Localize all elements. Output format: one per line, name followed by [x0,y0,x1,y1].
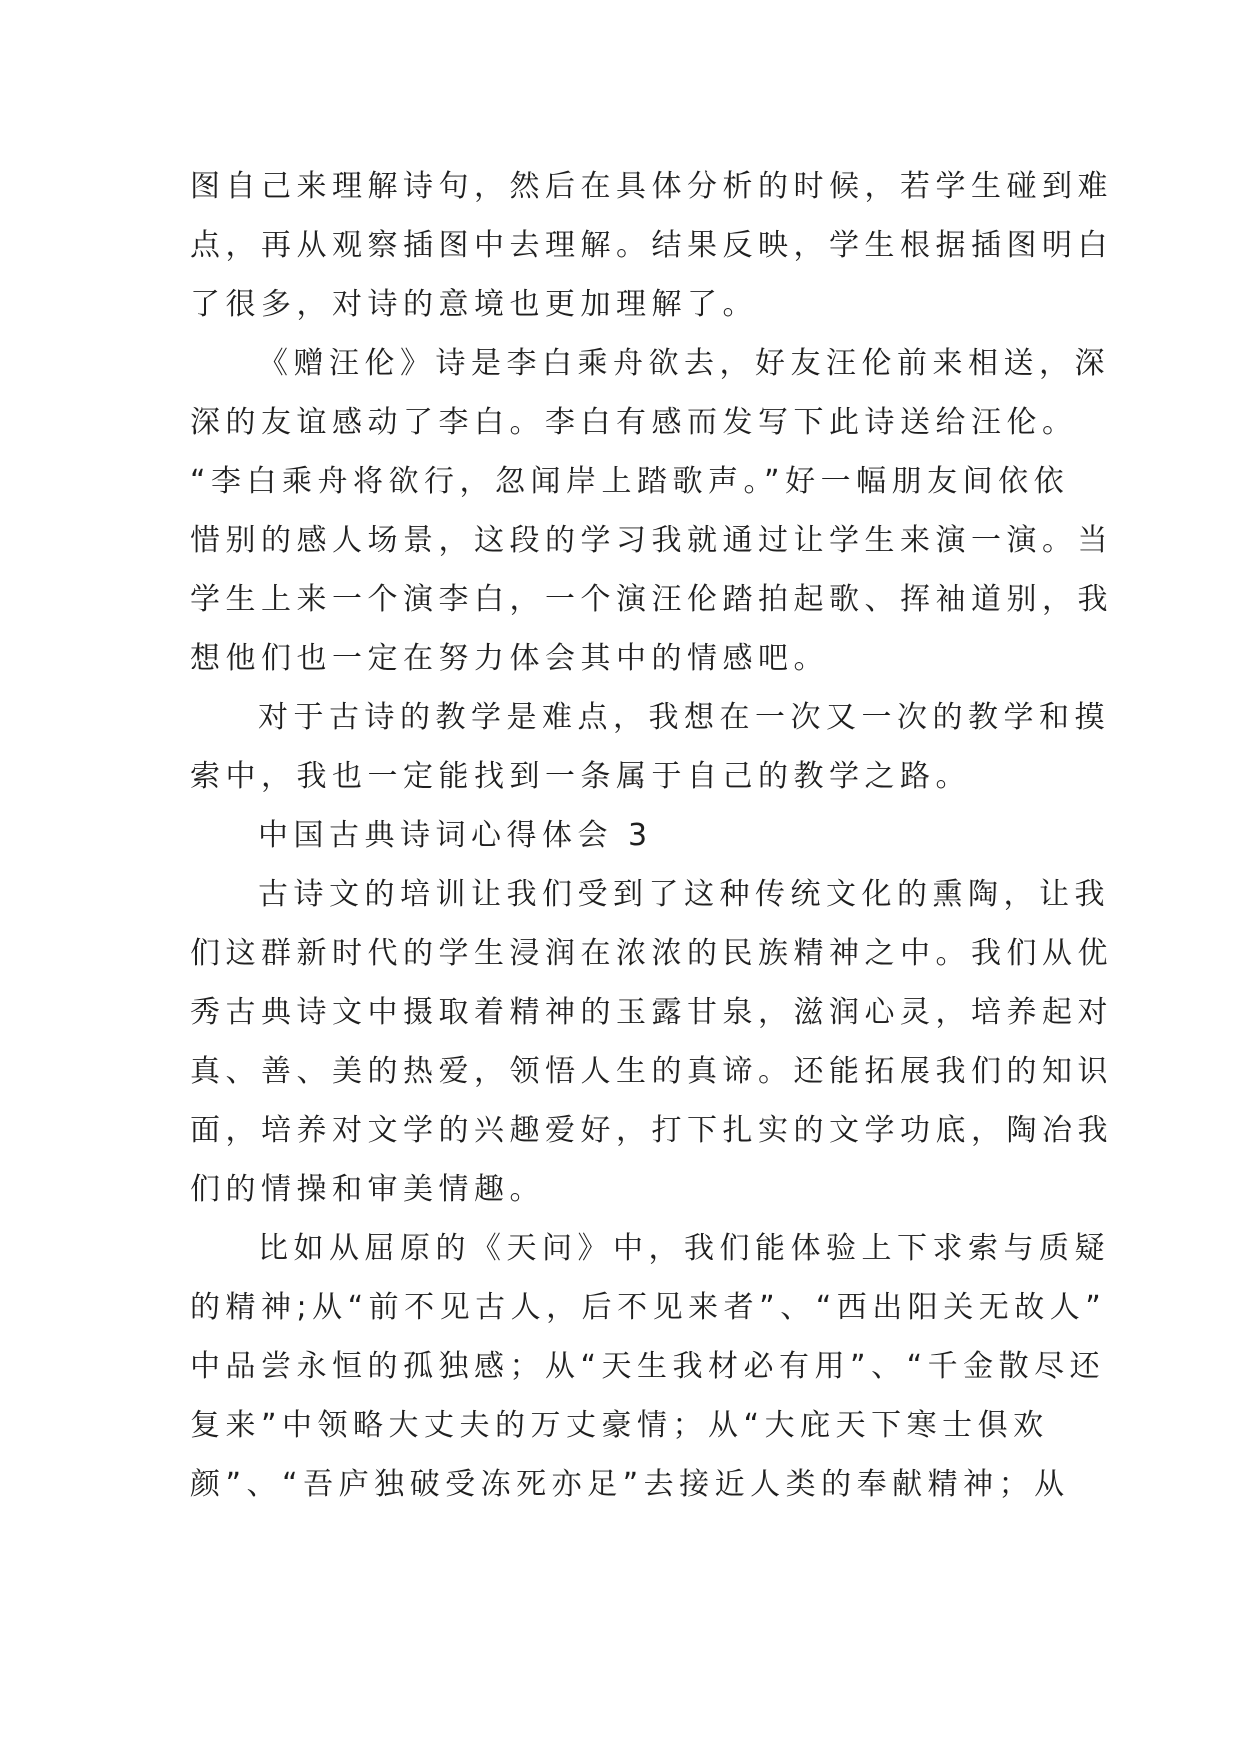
text-line: 真、善、美的热爱，领悟人生的真谛。还能拓展我们的知识 [190,1054,1113,1089]
text-line: 想他们也一定在努力体会其中的情感吧。 [190,641,829,676]
paragraph-classical-culture [190,865,1113,1219]
text-line: 索中，我也一定能找到一条属于自己的教学之路。 [190,759,971,794]
text-line: 面，培养对文学的兴趣爱好，打下扎实的文学功底，陶冶我 [190,1113,1113,1148]
text-line: 对于古诗的教学是难点，我想在一次又一次的教学和摸 [258,700,1110,735]
text-line: 中品尝永恒的孤独感；从“天生我材必有用”、“千金散尽还 [190,1349,1106,1384]
section-3 [190,806,1113,1514]
text-line: 古诗文的培训让我们受到了这种传统文化的熏陶，让我 [258,877,1110,912]
paragraph-illustration-teaching [190,157,1113,334]
text-line: 秀古典诗文中摄取着精神的玉露甘泉，滋润心灵，培养起对 [190,995,1113,1030]
section-continued-text [190,157,1113,806]
text-line: 深的友谊感动了李白。李白有感而发写下此诗送给汪伦。 [190,405,1078,440]
text-line: 们的情操和审美情趣。 [190,1172,545,1207]
text-line: 《赠汪伦》诗是李白乘舟欲去，好友汪伦前来相送，深 [258,346,1110,381]
text-line: 的精神;从“前不见古人，后不见来者”、“西出阳关无故人” [190,1290,1107,1325]
section-heading: 中国古典诗词心得体会 3 [258,818,653,853]
text-line: 们这群新时代的学生浸润在浓浓的民族精神之中。我们从优 [190,936,1113,971]
text-line: 复来”中领略大丈夫的万丈豪情；从“大庇天下寒士俱欢 [190,1408,1049,1443]
text-line: 颜”、“吾庐独破受冻死亦足”去接近人类的奉献精神；从 [190,1467,1070,1502]
text-line: “李白乘舟将欲行，忽闻岸上踏歌声。”好一幅朋友间依依 [190,464,1070,499]
text-line: 了很多，对诗的意境也更加理解了。 [190,287,758,322]
paragraph-poem-examples [190,1219,1110,1514]
paragraph-zeng-wang-lun [190,334,1113,688]
text-line: 比如从屈原的《天问》中，我们能体验上下求索与质疑 [258,1231,1110,1266]
text-line: 点，再从观察插图中去理解。结果反映，学生根据插图明白 [190,228,1113,263]
text-line: 惜别的感人场景，这段的学习我就通过让学生来演一演。当 [190,523,1113,558]
text-line: 图自己来理解诗句，然后在具体分析的时候，若学生碰到难 [190,169,1113,204]
text-line: 学生上来一个演李白，一个演汪伦踏拍起歌、挥袖道别，我 [190,582,1113,617]
paragraph-teaching-path [190,688,1110,806]
